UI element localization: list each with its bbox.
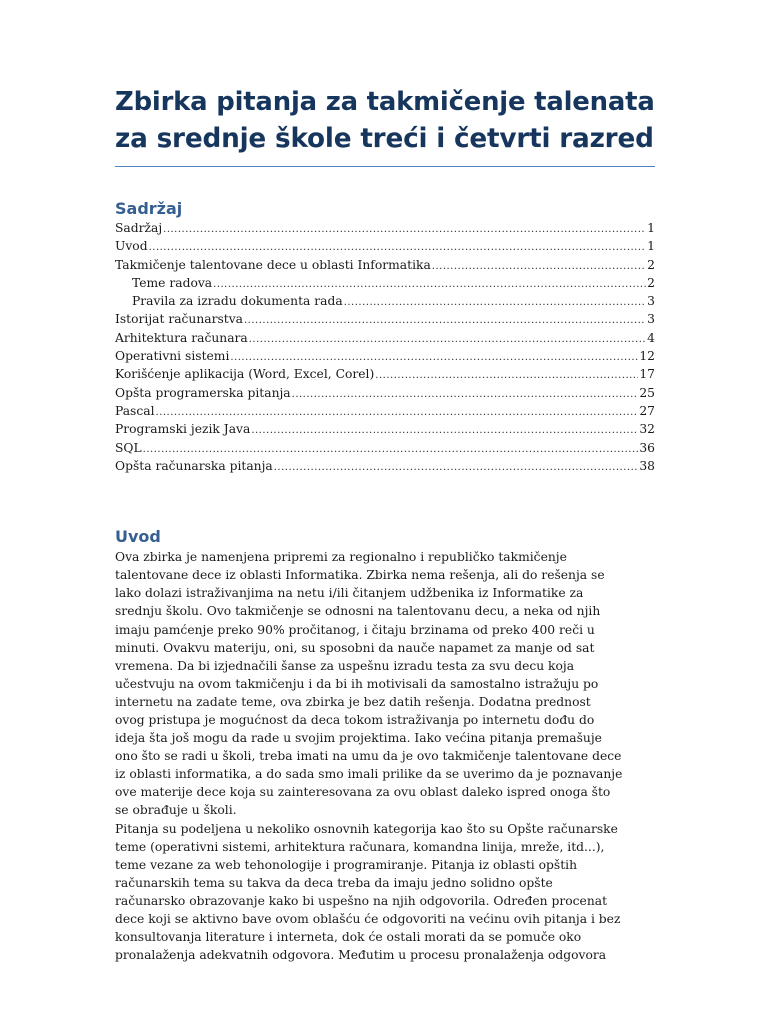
document-page	[115, 84, 655, 964]
uvod-line: ono što se radi u školi, treba imati na umu da je ovo takmičenje talentovane dece	[115, 749, 622, 764]
toc-entry[interactable]	[115, 403, 655, 421]
uvod-line: računarsko obrazovanje kako bi uspešno na njih odgovorila. Određen procenat	[115, 893, 608, 908]
toc-entry-title: Arhitektura računara	[115, 330, 248, 345]
toc-entry-title: Korišćenje aplikacija (Word, Excel, Corel)	[115, 367, 375, 382]
toc-entry-title: Istorijat računarstva	[115, 312, 243, 327]
toc-entry[interactable]	[115, 458, 655, 476]
toc-entry-title: SQL	[115, 440, 142, 455]
uvod-line: računarskih tema su takva da deca treba da imaju jedno solidno opšte	[115, 875, 553, 890]
uvod-line: srednju školu. Ovo takmičenje se odnosni na talentovanu decu, a neka od njih	[115, 604, 601, 619]
uvod-line: teme (operativni sistemi, arhitektura računara, komandna linija, mreže, itd...),	[115, 839, 605, 854]
uvod-paragraph	[115, 548, 655, 964]
toc-entry-page: 2	[647, 275, 655, 290]
uvod-line: učestvuju na ovom takmičenju i da bi ih motivisali da samostalno istražuju po	[115, 676, 599, 691]
toc-heading: Sadržaj	[115, 199, 183, 218]
uvod-line: se obrađuje u školi.	[115, 803, 237, 818]
toc-dot-leader	[344, 294, 646, 311]
toc-entry-page: 1	[647, 239, 655, 254]
document-title	[115, 84, 655, 167]
table-of-contents	[115, 220, 655, 476]
uvod-line: ove materije dece koja su zainteresovana za ovu oblast daleko ispred onoga što	[115, 785, 611, 800]
toc-dot-leader	[156, 404, 639, 421]
toc-entry[interactable]	[115, 293, 655, 311]
uvod-line: lako dolazi istraživanjima na netu i/ili čitanjem udžbenika iz Informatike za	[115, 586, 584, 601]
toc-dot-leader	[230, 349, 638, 366]
uvod-line: konsultovanja literature i interneta, dok će ostali morati da se pomuče oko	[115, 930, 582, 945]
toc-dot-leader	[292, 386, 639, 403]
toc-entry[interactable]	[115, 366, 655, 384]
toc-dot-leader	[213, 276, 646, 293]
toc-dot-leader	[432, 258, 646, 275]
toc-entry-page: 3	[647, 294, 655, 309]
toc-entry-title: Teme radova	[132, 275, 213, 290]
toc-entry-page: 27	[639, 403, 655, 418]
toc-entry-page: 36	[639, 440, 655, 455]
toc-dot-leader	[251, 422, 638, 439]
toc-entry-title: Sadržaj	[115, 221, 163, 235]
toc-dot-leader	[274, 459, 639, 476]
uvod-line: iz oblasti informatika, a do sada smo imali prilike da se uverimo da je poznavanje	[115, 767, 623, 782]
uvod-line: ideja šta još mogu da rade u svojim projektima. Iako većina pitanja premašuje	[115, 731, 602, 746]
uvod-line: Ova zbirka je namenjena pripremi za regionalno i republičko takmičenje	[115, 550, 567, 565]
toc-entry-page: 38	[639, 458, 655, 473]
toc-entry-page: 4	[647, 330, 655, 345]
uvod-line: minuti. Ovakvu materiju, oni, su sposobni da nauče napamet za manje od sat	[115, 640, 595, 655]
toc-dot-leader	[149, 239, 647, 256]
toc-entry[interactable]	[115, 440, 655, 458]
toc-entry-title: Pascal	[115, 403, 155, 418]
toc-entry-page: 32	[639, 422, 655, 437]
uvod-line: pronalaženja adekvatnih odgovora. Međutim u procesu pronalaženja odgovora	[115, 948, 607, 963]
toc-entry-page: 12	[639, 349, 655, 364]
toc-dot-leader	[163, 221, 646, 238]
toc-dot-leader	[249, 331, 646, 348]
uvod-line: talentovane dece iz oblasti Informatika. Zbirka nema rešenja, ali do rešenja se	[115, 568, 605, 583]
toc-dot-leader	[143, 441, 639, 458]
uvod-line: vremena. Da bi izjednačili šanse za uspešnu izradu testa za svu decu koja	[115, 658, 575, 673]
toc-entry-title: Takmičenje talentovane dece u oblasti Informatika	[115, 257, 431, 272]
toc-entry-page: 17	[639, 367, 655, 382]
uvod-heading: Uvod	[115, 527, 161, 547]
document-title-line: za srednje škole treći i četvrti razred	[115, 124, 654, 154]
toc-entry-title: Uvod	[115, 239, 148, 254]
uvod-line: Pitanja su podeljena u nekoliko osnovnih kategorija kao što su Opšte računarske	[115, 821, 618, 836]
toc-entry-page: 3	[647, 312, 655, 327]
toc-entry[interactable]	[115, 275, 655, 293]
toc-entry-page: 2	[647, 257, 655, 272]
uvod-line: teme vezane za web tehonologije i programiranje. Pitanja iz oblasti opštih	[115, 857, 578, 872]
toc-entry-page: 1	[647, 221, 655, 235]
toc-entry[interactable]	[115, 385, 655, 403]
toc-entry-title: Programski jezik Java	[115, 422, 251, 437]
toc-entry[interactable]	[115, 330, 655, 348]
toc-entry-title: Opšta računarska pitanja	[115, 458, 273, 473]
toc-dot-leader	[244, 312, 646, 329]
uvod-line: dece koji se aktivno bave ovom oblašću će odgovoriti na većinu ovih pitanja i bez	[115, 912, 621, 927]
uvod-line: internetu na zadate teme, ova zbirka je bez datih rešenja. Dodatna prednost	[115, 694, 591, 709]
uvod-line: imaju pamćenje preko 90% pročitanog, i čitaju brzinama od preko 400 reči u	[115, 622, 595, 637]
toc-entry-page: 25	[639, 385, 655, 400]
toc-entry[interactable]	[115, 238, 655, 256]
uvod-line: ovog pristupa je mogućnost da deca tokom istraživanja po internetu dođu do	[115, 713, 595, 727]
toc-entry[interactable]	[115, 348, 655, 366]
toc-entry[interactable]	[115, 311, 655, 329]
toc-entry-title: Pravila za izradu dokumenta rada	[132, 294, 343, 309]
toc-entry[interactable]	[115, 220, 655, 238]
toc-entry[interactable]	[115, 421, 655, 439]
toc-dot-leader	[375, 367, 638, 384]
toc-entry[interactable]	[115, 257, 655, 275]
document-title-line: Zbirka pitanja za takmičenje talenata	[115, 87, 655, 117]
toc-entry-title: Operativni sistemi	[115, 349, 230, 364]
toc-entry-title: Opšta programerska pitanja	[115, 385, 291, 400]
